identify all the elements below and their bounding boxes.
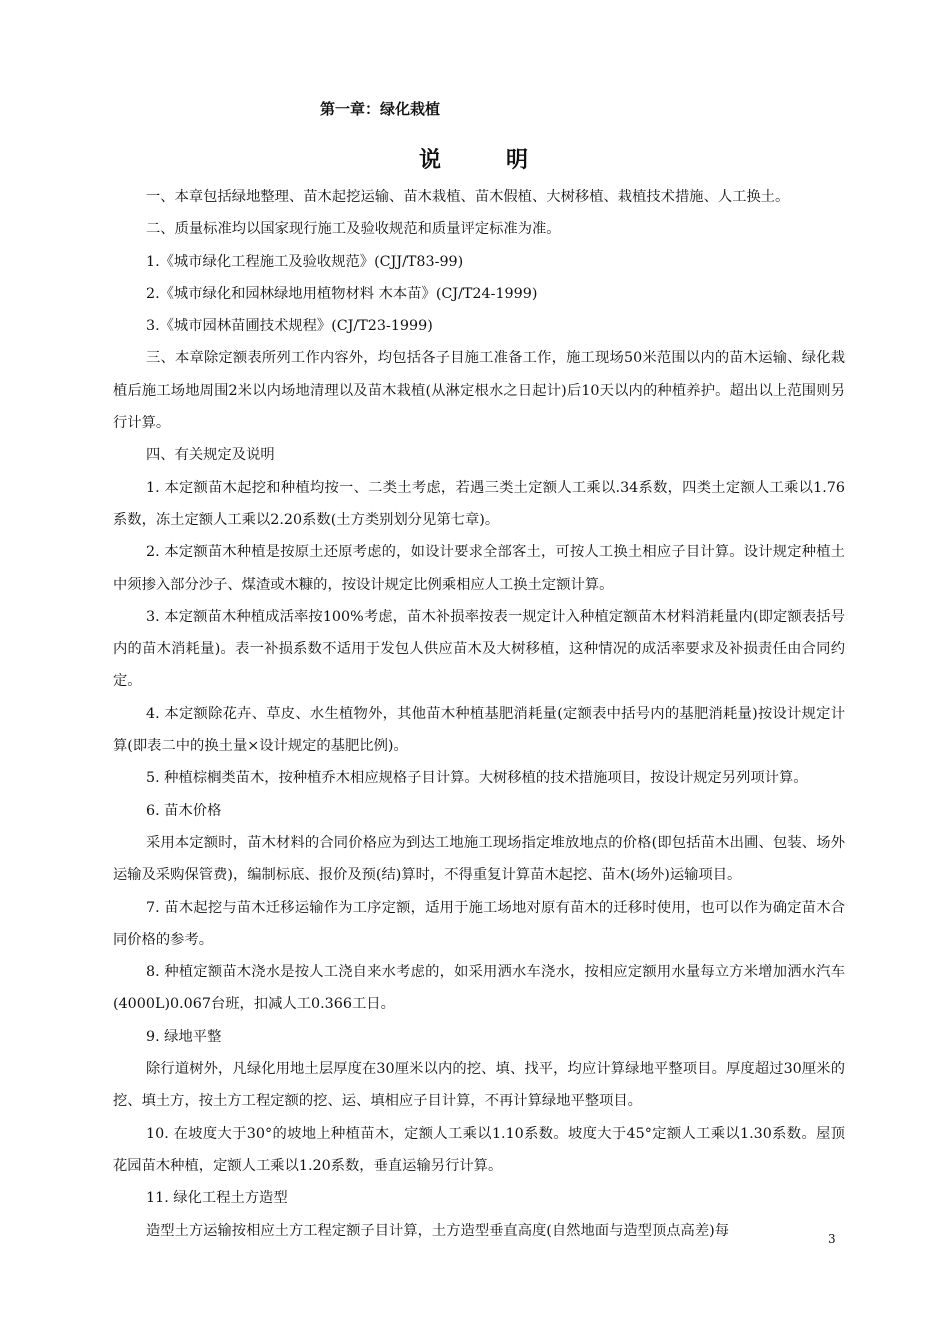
paragraph: 3. 本定额苗木种植成活率按100%考虑，苗木补损率按表一规定计入种植定额苗木材料消耗量内(即定额表括号内的苗木消耗量)。表一补损系数不适用于发包人供应苗木及大树移植，这种情况的成活率要求及补损责任由合同约定。 [113,608,845,690]
paragraph: 5. 种植棕榈类苗木，按种植乔木相应规格子目计算。大树移植的技术措施项目，按设计规定另列项计算。 [146,770,808,787]
paragraph: 8. 种植定额苗木浇水是按人工浇自来水考虑的，如采用洒水车浇水，按相应定额用水量每立方米增加洒水汽车(4000L)0.067台班，扣减人工0.366工日。 [113,964,845,1013]
paragraph: 6. 苗木价格 [146,802,222,819]
page-number: 3 [828,1232,836,1246]
paragraph: 造型土方运输按相应土方工程定额子目计算，土方造型垂直高度(自然地面与造型顶点高差)每 [146,1222,730,1239]
paragraph: 1.《城市绿化工程施工及验收规范》(CJJ/T83-99) [146,253,464,270]
paragraph: 2. 本定额苗木种植是按原土还原考虑的，如设计要求全部客土，可按人工换土相应子目计算。设计规定种植土中须掺入部分沙子、煤渣或木糠的，按设计规定比例乘相应人工换土定额计算。 [113,544,845,593]
paragraph: 采用本定额时，苗木材料的合同价格应为到达工地施工现场指定堆放地点的价格(即包括苗木出圃、包装、场外运输及采购保管费)，编制标底、报价及预(结)算时，不得重复计算苗木起挖、苗木(场外)运输项目。 [113,834,845,884]
section-heading [0,143,950,174]
paragraph: 10. 在坡度大于30°的坡地上种植苗木，定额人工乘以1.10系数。坡度大于45°定额人工乘以1.30系数。屋顶花园苗木种植，定额人工乘以1.20系数，垂直运输另行计算。 [113,1125,845,1174]
paragraph: 二、质量标准均以国家现行施工及验收规范和质量评定标准为准。 [146,221,561,238]
heading-char-1: 说 [418,147,444,173]
paragraph: 7. 苗木起挖与苗木迁移运输作为工序定额，适用于施工场地对原有苗木的迁移时使用，也可以作为确定苗木合同价格的参考。 [113,899,845,948]
paragraph: 四、有关规定及说明 [146,447,275,464]
paragraph: 2.《城市绿化和园林绿地用植物材料 木本苗》(CJ/T24-1999) [146,285,538,302]
chapter-title: 第一章：绿化栽植 [320,100,441,118]
paragraph: 三、本章除定额表所列工作内容外，均包括各子目施工准备工作，施工现场50米范围以内的苗木运输、绿化栽植后施工场地周围2米以内场地清理以及苗木栽植(从淋定根水之日起计)后10天以内的种植养护。超出以上范围则另行计算。 [113,350,845,432]
paragraph: 一、本章包括绿地整理、苗木起挖运输、苗木栽植、苗木假植、大树移植、栽植技术措施、人工换土。 [146,189,790,205]
paragraph: 1. 本定额苗木起挖和种植均按一、二类土考虑，若遇三类土定额人工乘以.34系数，四类土定额人工乘以1.76系数，冻土定额人工乘以2.20系数(土方类别划分见第七章)。 [113,479,845,528]
paragraph: 3.《城市园林苗圃技术规程》(CJ/T23-1999) [146,318,433,335]
paragraph: 9. 绿地平整 [146,1028,222,1045]
heading-char-2: 明 [506,147,532,173]
paragraph: 4. 本定额除花卉、草皮、水生植物外，其他苗木种植基肥消耗量(定额表中括号内的基肥消耗量)按设计规定计算(即表二中的换土量×设计规定的基肥比例)。 [113,705,845,755]
paragraph: 除行道树外，凡绿化用地土层厚度在30厘米以内的挖、填、找平，均应计算绿地平整项目。厚度超过30厘米的挖、填土方，按土方工程定额的挖、运、填相应子目计算，不再计算绿地平整项目。 [113,1061,845,1110]
document-body [113,181,845,1247]
paragraph: 11. 绿化工程土方造型 [146,1190,288,1207]
